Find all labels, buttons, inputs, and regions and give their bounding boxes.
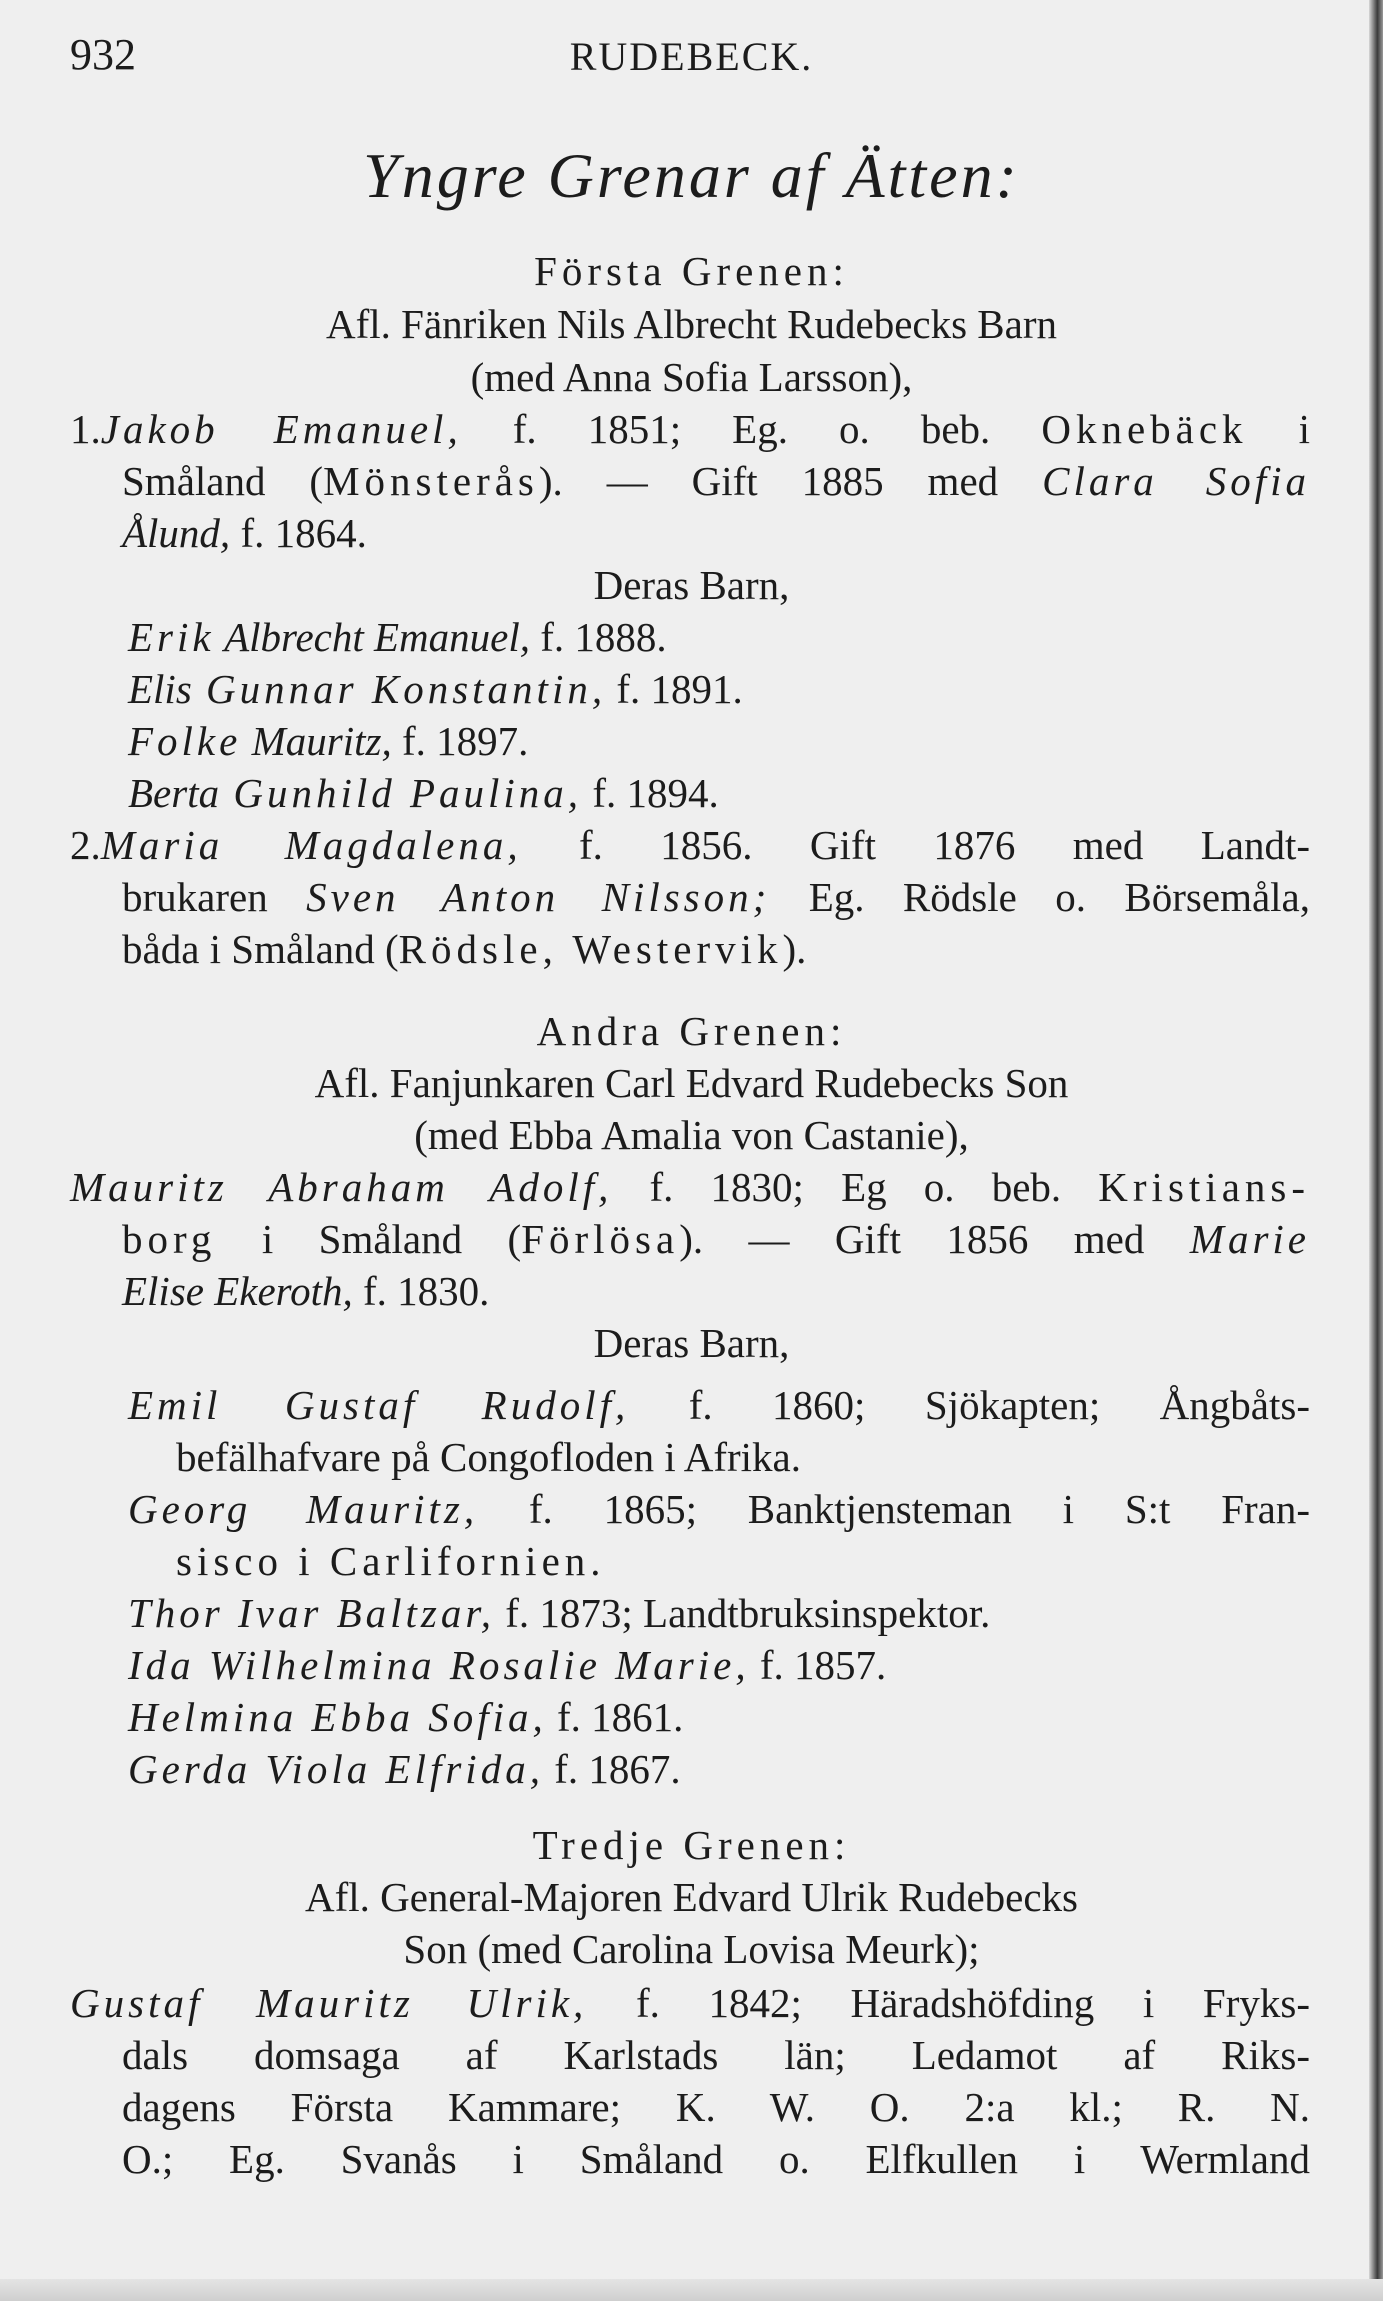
child-name: Erik (128, 614, 215, 660)
child-name: Gunhild Paulina, (219, 770, 583, 816)
entry-text: f. 1830. (352, 1268, 490, 1314)
section-title: Yngre Grenar af Ätten: (363, 140, 1020, 211)
entry-text: f. 1864. (230, 510, 367, 556)
branch3-descent-line2: Son (med Carolina Lovisa Meurk); (403, 1926, 980, 1972)
branch2-child (128, 1692, 683, 1742)
page-bottom-edge (0, 2279, 1383, 2301)
spouse-name: Marie (1189, 1216, 1310, 1262)
entry-text: båda i Småland ( (122, 926, 399, 972)
branch1-child (128, 664, 743, 714)
branch2-heading: Andra Grenen: (536, 1008, 847, 1054)
place-name: Mönsterås (323, 458, 539, 504)
branch2-child (128, 1380, 1310, 1430)
child-text: f. 1873; Landtbruksinspektor. (495, 1590, 991, 1636)
branch2-children-heading: Deras Barn, (593, 1320, 790, 1366)
branch2-entry-line3 (122, 1266, 489, 1316)
branch1-heading: Första Grenen: (534, 248, 849, 294)
branch3-entry-line4: O.; Eg. Svanås i Småland o. Elfkullen i Wermland (122, 2136, 1310, 2182)
person-name: Mauritz Abraham Adolf, (70, 1164, 613, 1210)
branch1-entry1-line2 (122, 456, 1310, 506)
child-name: Albrecht Emanuel, (214, 614, 531, 660)
child-name: Ida Wilhelmina Rosalie Marie, (128, 1642, 750, 1688)
entry-text: ). — Gift 1885 med (538, 458, 1043, 504)
child-text: f. 1857. (749, 1642, 887, 1688)
branch1-entry2-line2 (122, 872, 1310, 922)
branch1-child (128, 612, 667, 662)
child-text: f. 1860; Sjökapten; Ångbåts- (629, 1382, 1310, 1428)
child-born: f. 1897. (391, 718, 529, 764)
entry-text: f. 1830; Eg o. beb. (612, 1164, 1099, 1210)
branch1-child (128, 716, 528, 766)
branch2-entry-line1 (70, 1162, 1310, 1212)
spouse-name: Sven Anton Nilsson; (306, 874, 771, 920)
branch3-entry-line3: dagens Första Kammare; K. W. O. 2:a kl.; R. N. (122, 2084, 1310, 2130)
entry-text: f. 1856. Gift 1876 med Landt- (521, 822, 1310, 868)
child-name: Gerda Viola Elfrida, (128, 1746, 544, 1792)
entry-number: 2. (70, 822, 101, 868)
branch3-descent-line1: Afl. General-Majoren Edvard Ulrik Rudebecks (304, 1874, 1079, 1920)
place-name: Kristians- (1098, 1164, 1310, 1210)
entry-number: 1. (70, 406, 101, 452)
branch2-descent-line2: (med Ebba Amalia von Castanie), (414, 1112, 969, 1158)
branch2-child (128, 1640, 886, 1690)
branch2-child-continuation: sisco i Carlifornien. (176, 1538, 606, 1584)
child-text: f. 1865; Banktjensteman i S:t Fran- (478, 1486, 1311, 1532)
branch1-child (128, 768, 719, 818)
person-name: Jakob Emanuel, (100, 406, 462, 452)
branch2-child (128, 1588, 990, 1638)
child-name: Mauritz, (241, 718, 392, 764)
place-name: Förlösa (521, 1216, 680, 1262)
branch1-entry2-line1 (70, 820, 1310, 870)
child-name: Georg Mauritz, (128, 1486, 479, 1532)
child-born: f. 1888. (530, 614, 667, 660)
child-text: f. 1867. (543, 1746, 681, 1792)
place-name: Oknebäck (1041, 406, 1248, 452)
child-name: Elis (128, 666, 192, 712)
child-text: f. 1861. (546, 1694, 684, 1740)
branch2-child-continuation: befälhafvare på Congofloden i Afrika. (176, 1434, 802, 1480)
branch1-entry1-line3 (122, 508, 367, 558)
branch3-entry-line1 (70, 1978, 1310, 2028)
spouse-name: Ålund, (122, 510, 231, 556)
branch1-descent-line1: Afl. Fänriken Nils Albrecht Rudebecks Barn (325, 301, 1057, 347)
entry-text: i Småland ( (216, 1216, 522, 1262)
branch2-child (128, 1484, 1310, 1534)
child-born: f. 1894. (582, 770, 719, 816)
branch1-entry1-line1 (70, 404, 1310, 454)
page-number: 932 (70, 30, 136, 79)
entry-text: ). — Gift 1856 med (679, 1216, 1190, 1262)
entry-text: Eg. Rödsle o. Börsemåla, (770, 874, 1310, 920)
entry-text: ). (782, 926, 807, 972)
person-name: Gustaf Mauritz Ulrik, (70, 1980, 588, 2026)
child-born: f. 1891. (606, 666, 743, 712)
entry-text: f. 1851; Eg. o. beb. (461, 406, 1042, 452)
branch2-entry-line2 (122, 1214, 1310, 1264)
entry-text: f. 1842; Häradshöfding i Fryks- (587, 1980, 1310, 2026)
person-name: Maria Magdalena, (100, 822, 522, 868)
entry-text: i (1247, 406, 1310, 452)
child-name: Folke (128, 718, 242, 764)
place-name: Rödsle, Westervik (398, 926, 783, 972)
branch1-descent-line2: (med Anna Sofia Larsson), (470, 354, 913, 400)
entry-text: brukaren (122, 874, 307, 920)
spouse-name: Clara Sofia (1042, 458, 1311, 504)
entry-text: Småland ( (122, 458, 324, 504)
child-name: Berta (128, 770, 220, 816)
branch1-entry2-line3 (122, 924, 806, 974)
child-name: Emil Gustaf Rudolf, (128, 1382, 630, 1428)
branch2-descent-line1: Afl. Fanjunkaren Carl Edvard Rudebecks Son (314, 1060, 1069, 1106)
child-name: Gunnar Konstantin, (191, 666, 607, 712)
branch1-children-heading: Deras Barn, (593, 562, 790, 608)
running-title: RUDEBECK. (569, 34, 814, 79)
branch3-heading: Tredje Grenen: (532, 1822, 851, 1868)
spouse-name: Elise Ekeroth, (122, 1268, 353, 1314)
branch2-child (128, 1744, 681, 1794)
place-name: borg (122, 1216, 217, 1262)
child-name: Helmina Ebba Sofia, (128, 1694, 547, 1740)
child-name: Thor Ivar Baltzar, (128, 1590, 496, 1636)
branch3-entry-line2: dals domsaga af Karlstads län; Ledamot af Riks- (122, 2032, 1310, 2078)
